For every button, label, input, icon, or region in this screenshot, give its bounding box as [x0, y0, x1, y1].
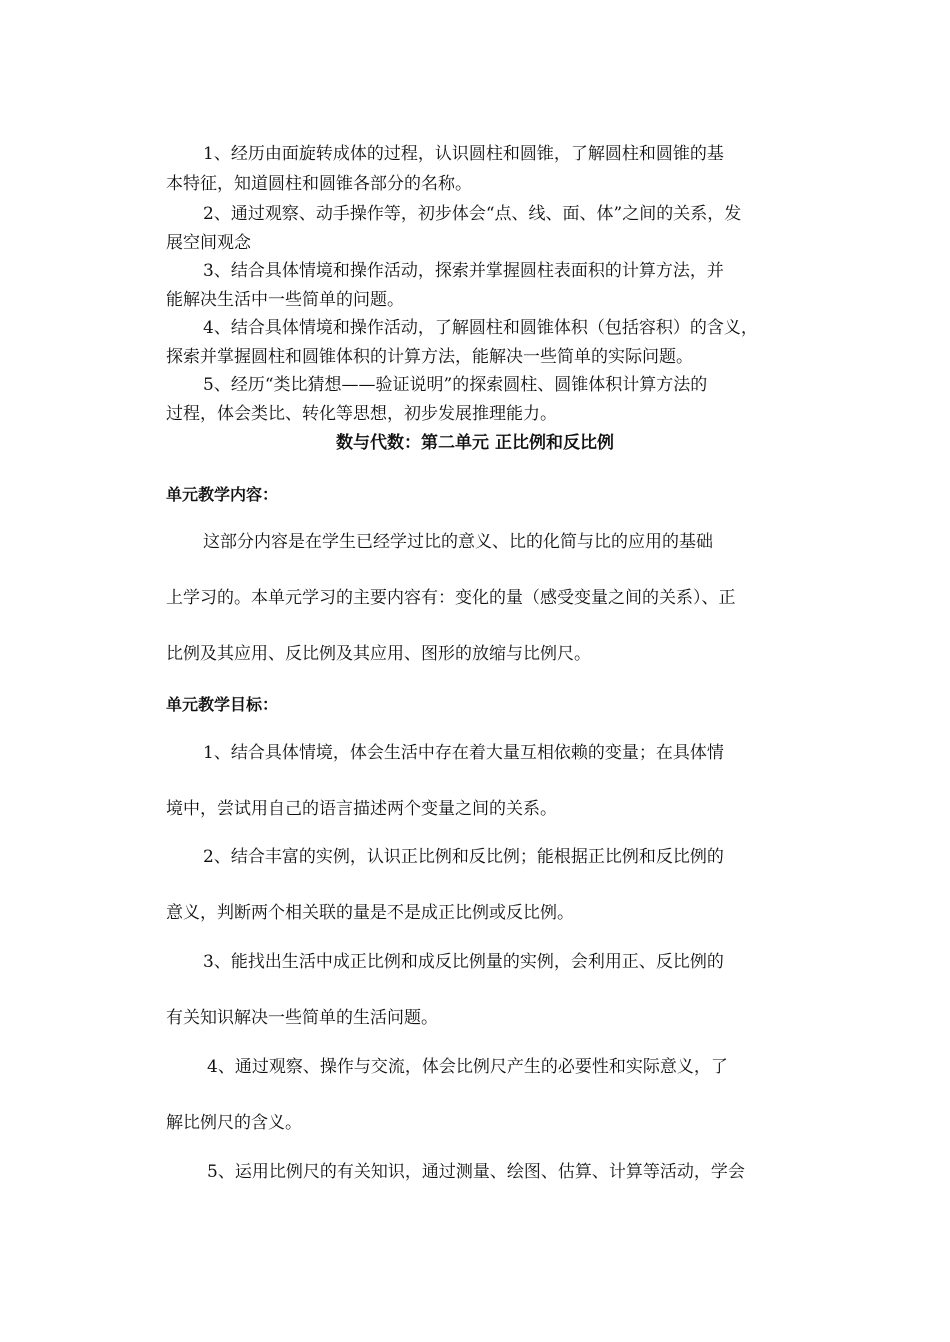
unit2-goal-2-line-2: 意义，判断两个相关联的量是不是成正比例或反比例。 [166, 903, 574, 923]
content-line-3: 比例及其应用、反比例及其应用、图形的放缩与比例尺。 [166, 644, 591, 664]
goal-2-line-2: 展空间观念 [166, 233, 251, 253]
goal-2-line-1: 2、通过观察、动手操作等，初步体会“点、线、面、体”之间的关系，发 [203, 204, 742, 224]
unit2-goal-3-line-1: 3、能找出生活中成正比例和成反比例量的实例，会利用正、反比例的 [203, 952, 724, 972]
content-line-1: 这部分内容是在学生已经学过比的意义、比的化简与比的应用的基础 [203, 532, 713, 552]
content-label: 单元教学内容： [166, 485, 279, 504]
goal-3-line-1: 3、结合具体情境和操作活动，探索并掌握圆柱表面积的计算方法，并 [203, 261, 724, 281]
goal-5-line-2: 过程，体会类比、转化等思想，初步发展推理能力。 [166, 404, 557, 424]
unit2-goal-2-line-1: 2、结合丰富的实例，认识正比例和反比例；能根据正比例和反比例的 [203, 847, 724, 867]
goal-3-line-2: 能解决生活中一些简单的问题。 [166, 290, 404, 310]
goal-1-line-1: 1、经历由面旋转成体的过程，认识圆柱和圆锥，了解圆柱和圆锥的基 [203, 144, 724, 164]
goal-1-line-2: 本特征，知道圆柱和圆锥各部分的名称。 [166, 174, 472, 194]
content-line-2: 上学习的。本单元学习的主要内容有：变化的量（感受变量之间的关系）、正 [166, 588, 736, 608]
goal-4-line-1: 4、结合具体情境和操作活动，了解圆柱和圆锥体积（包括容积）的含义， [203, 318, 758, 338]
unit2-goal-1-line-2: 境中，尝试用自己的语言描述两个变量之间的关系。 [166, 799, 557, 819]
goal-4-line-2: 探索并掌握圆柱和圆锥体积的计算方法，能解决一些简单的实际问题。 [166, 347, 693, 367]
unit-2-title: 数与代数：第二单元 正比例和反比例 [336, 433, 614, 453]
unit2-goal-1-line-1: 1、结合具体情境，体会生活中存在着大量互相依赖的变量；在具体情 [203, 743, 724, 763]
unit2-goal-5-line-1: 5、运用比例尺的有关知识，通过测量、绘图、估算、计算等活动，学会 [207, 1162, 745, 1182]
unit2-goal-3-line-2: 有关知识解决一些简单的生活问题。 [166, 1008, 438, 1028]
goal-5-line-1: 5、经历“类比猜想——验证说明”的探索圆柱、圆锥体积计算方法的 [203, 375, 708, 395]
unit2-goal-4-line-1: 4、通过观察、操作与交流，体会比例尺产生的必要性和实际意义，了 [207, 1057, 728, 1077]
goals-label: 单元教学目标： [166, 695, 279, 714]
unit2-goal-4-line-2: 解比例尺的含义。 [166, 1113, 302, 1133]
